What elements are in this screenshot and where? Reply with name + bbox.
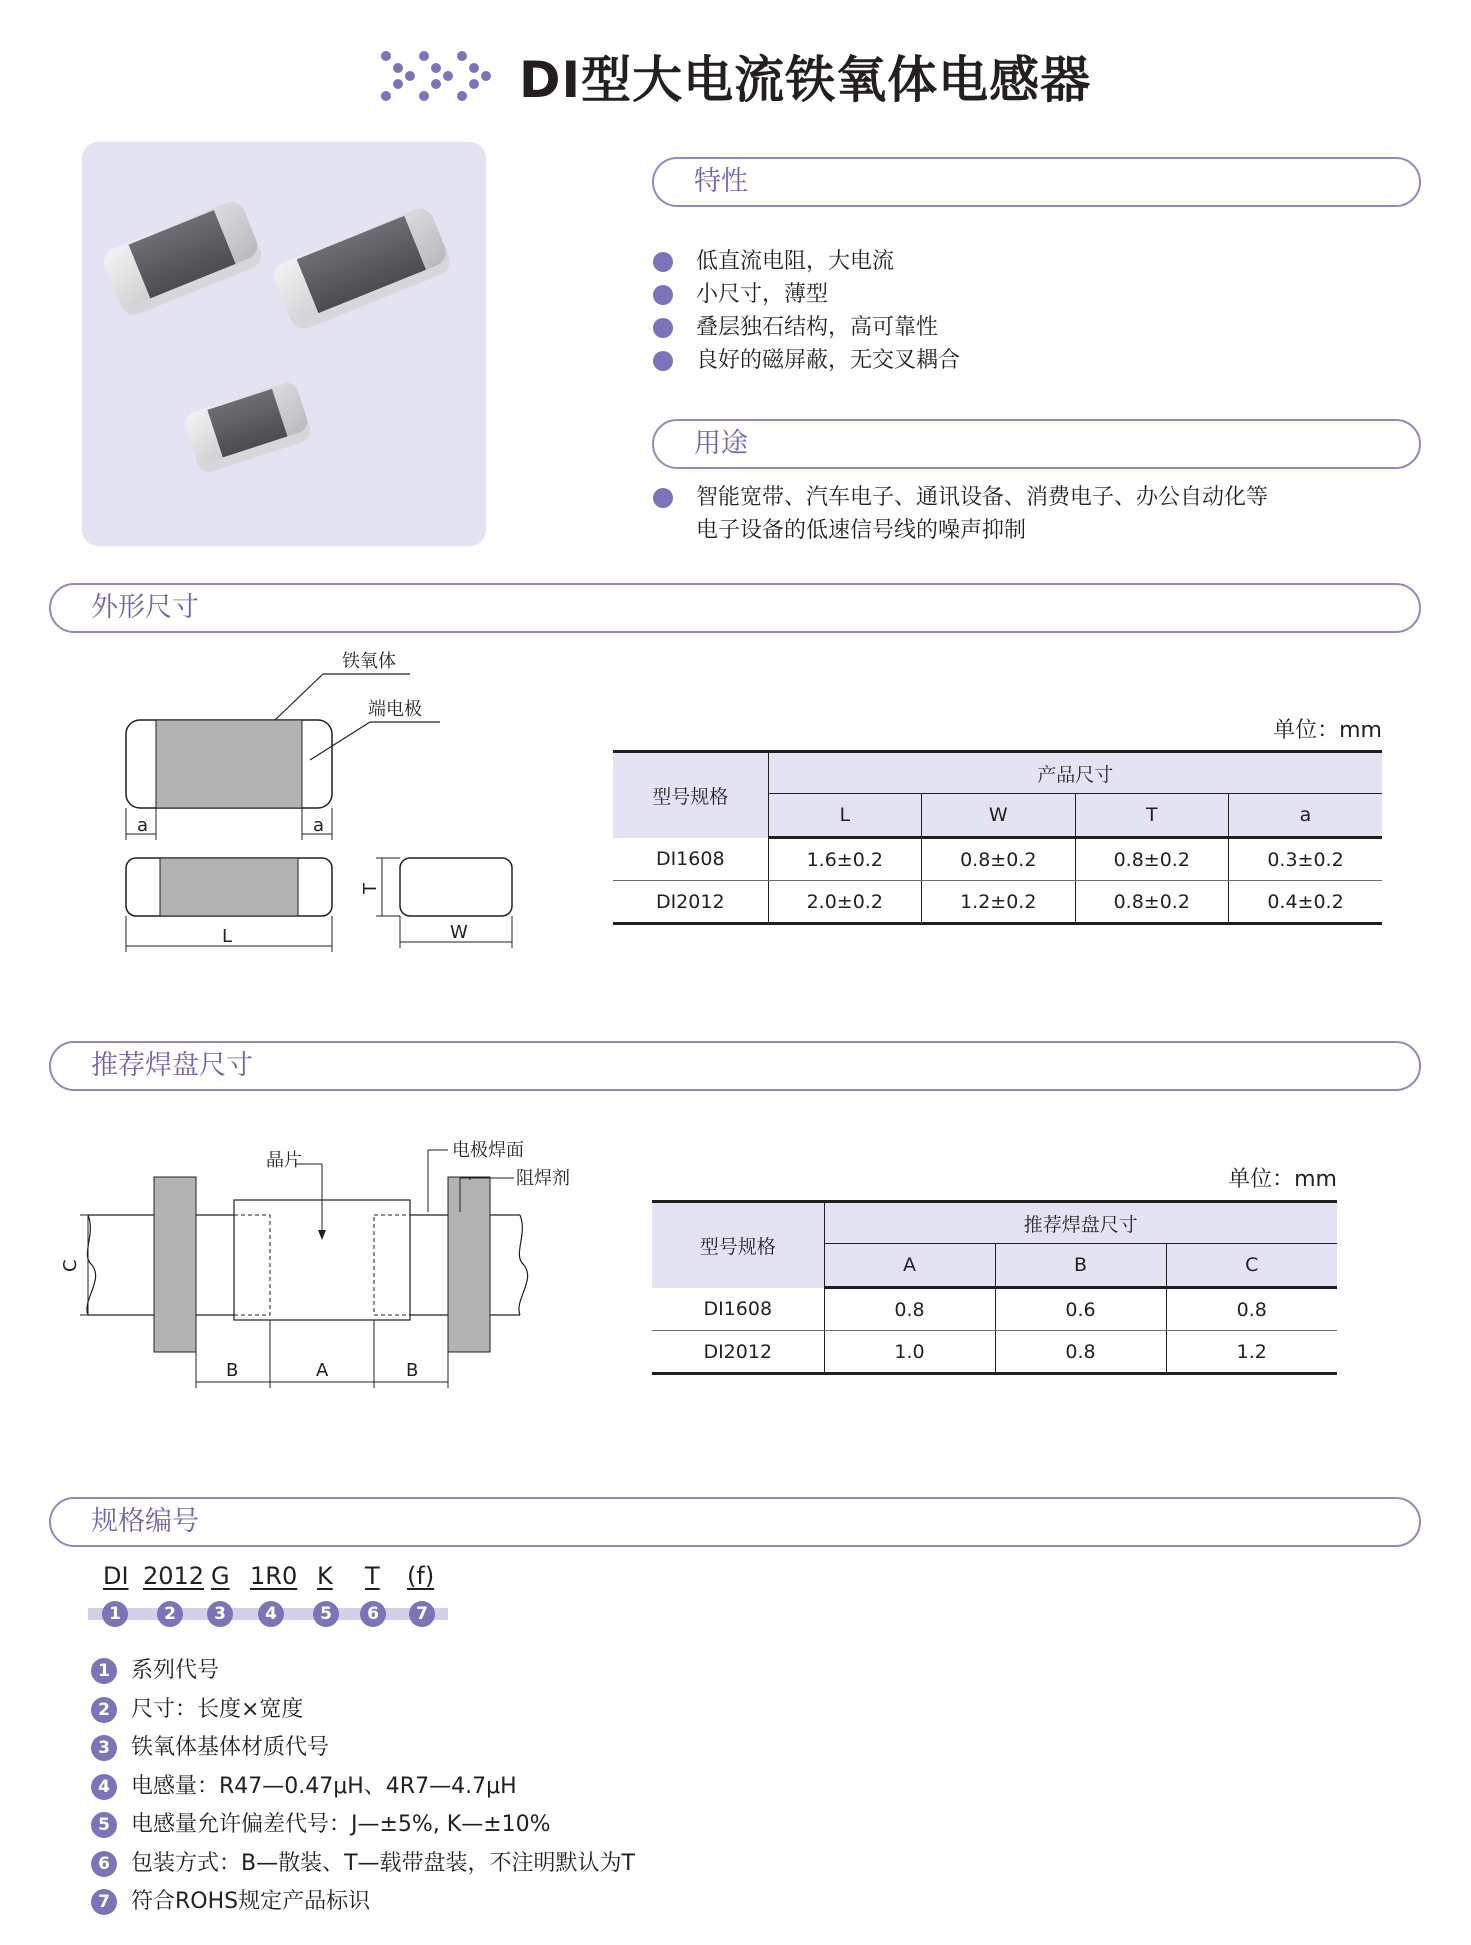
model-column-header: 型号规格 bbox=[613, 752, 768, 838]
column-header: B bbox=[995, 1244, 1166, 1288]
table-cell-model: DI2012 bbox=[652, 1331, 824, 1374]
definition-text: 符合ROHS规定产品标识 bbox=[131, 1889, 371, 1914]
index-badge: 3 bbox=[207, 1601, 233, 1627]
index-badge: 2 bbox=[91, 1697, 117, 1723]
table-cell: 0.8 bbox=[1166, 1288, 1337, 1331]
ferrite-label: 铁氧体 bbox=[342, 651, 396, 672]
table-row bbox=[613, 881, 1382, 924]
pn-segment: (f) bbox=[407, 1562, 435, 1590]
index-badge: 3 bbox=[91, 1735, 117, 1761]
chip-1 bbox=[100, 198, 265, 319]
chip-label: 晶片 bbox=[266, 1150, 302, 1171]
dim-L: L bbox=[222, 926, 233, 947]
chip-3 bbox=[182, 380, 313, 475]
definition-item bbox=[91, 1695, 891, 1734]
column-header: L bbox=[768, 794, 922, 838]
terminal-label: 端电极 bbox=[368, 699, 422, 720]
dim-C: C bbox=[60, 1259, 81, 1272]
part-number-header: 规格编号 bbox=[49, 1497, 1421, 1547]
definition-text: 包装方式：B—散装、T—载带盘装，不注明默认为T bbox=[131, 1850, 635, 1876]
definition-item bbox=[91, 1810, 891, 1849]
dim-a-right: a bbox=[313, 815, 325, 836]
column-header: C bbox=[1166, 1244, 1337, 1288]
table-cell: 0.8 bbox=[824, 1288, 995, 1331]
land-pattern-drawing bbox=[60, 1120, 600, 1400]
table-cell: 0.3±0.2 bbox=[1229, 838, 1383, 881]
table-cell: 0.6 bbox=[995, 1288, 1166, 1331]
table-cell: 0.8 bbox=[995, 1331, 1166, 1374]
feature-item: 叠层独石结构，高可靠性 bbox=[652, 311, 1412, 344]
definition-text: 电感量：R47—0.47μH、4R7—4.7μH bbox=[131, 1773, 517, 1799]
application-text: 智能宽带、汽车电子、通讯设备、消费电子、办公自动化等 电子设备的低速信号线的噪声抑制 bbox=[652, 481, 1412, 547]
part-number-indices bbox=[0, 1601, 500, 1629]
table-cell: 0.4±0.2 bbox=[1229, 881, 1383, 924]
table-row bbox=[613, 838, 1382, 881]
column-header: A bbox=[824, 1244, 995, 1288]
definition-item bbox=[91, 1656, 891, 1695]
index-badge: 7 bbox=[91, 1889, 117, 1915]
dimensions-table bbox=[613, 750, 1382, 925]
table-cell: 0.8±0.2 bbox=[922, 838, 1076, 881]
index-badge: 2 bbox=[157, 1601, 183, 1627]
index-badge: 6 bbox=[91, 1851, 117, 1877]
dimension-drawing bbox=[110, 640, 550, 960]
product-photo bbox=[82, 142, 486, 546]
table-cell: 0.8±0.2 bbox=[1075, 881, 1229, 924]
pn-segment: 1R0 bbox=[250, 1562, 298, 1590]
definition-item bbox=[91, 1887, 891, 1926]
table-cell-model: DI2012 bbox=[613, 881, 768, 924]
feature-item: 小尺寸，薄型 bbox=[652, 278, 1412, 311]
definition-item bbox=[91, 1849, 891, 1888]
feature-item: 良好的磁屏蔽，无交叉耦合 bbox=[652, 344, 1412, 377]
group-column-header: 推荐焊盘尺寸 bbox=[824, 1202, 1337, 1244]
index-badge: 7 bbox=[409, 1601, 435, 1627]
dim-W: W bbox=[450, 922, 468, 943]
table-cell: 1.2 bbox=[1166, 1331, 1337, 1374]
column-header: W bbox=[922, 794, 1076, 838]
chevron-dots-icon bbox=[380, 50, 492, 102]
dim-B-right: B bbox=[406, 1360, 419, 1381]
model-column-header: 型号规格 bbox=[652, 1202, 824, 1288]
part-number-example bbox=[0, 1562, 600, 1602]
pn-segment: DI bbox=[103, 1562, 129, 1590]
part-number-definitions bbox=[91, 1656, 891, 1926]
table-cell: 1.2±0.2 bbox=[922, 881, 1076, 924]
feature-item: 低直流电阻，大电流 bbox=[652, 245, 1412, 278]
electrode-label: 电极焊面 bbox=[452, 1140, 524, 1161]
solder-resist-label: 阻焊剂 bbox=[516, 1168, 570, 1189]
pn-segment: G bbox=[211, 1562, 230, 1590]
index-badge: 1 bbox=[91, 1658, 117, 1684]
dimensions-unit: 单位：mm bbox=[1273, 718, 1382, 743]
table-cell: 1.6±0.2 bbox=[768, 838, 922, 881]
table-cell: 2.0±0.2 bbox=[768, 881, 922, 924]
features-header: 特性 bbox=[652, 157, 1421, 207]
features-list bbox=[652, 245, 1412, 377]
pn-segment: K bbox=[317, 1562, 333, 1590]
definition-text: 铁氧体基体材质代号 bbox=[131, 1735, 330, 1760]
dim-T: T bbox=[360, 883, 381, 894]
definition-text: 电感量允许偏差代号：J—±5%, K—±10% bbox=[131, 1812, 551, 1837]
column-header: T bbox=[1075, 794, 1229, 838]
chip-2 bbox=[270, 204, 454, 333]
table-row bbox=[652, 1331, 1337, 1374]
index-badge: 5 bbox=[91, 1812, 117, 1838]
land-pattern-table bbox=[652, 1200, 1337, 1375]
page-title-row bbox=[0, 40, 1471, 110]
index-badge: 5 bbox=[313, 1601, 339, 1627]
table-cell: 1.0 bbox=[824, 1331, 995, 1374]
column-header: a bbox=[1229, 794, 1383, 838]
page-title: DI型大电流铁氧体电感器 bbox=[518, 51, 1092, 109]
table-cell-model: DI1608 bbox=[613, 838, 768, 881]
land-pattern-header: 推荐焊盘尺寸 bbox=[49, 1041, 1421, 1091]
table-row bbox=[652, 1288, 1337, 1331]
applications-list bbox=[652, 481, 1412, 547]
index-badge: 4 bbox=[258, 1601, 284, 1627]
applications-header: 用途 bbox=[652, 419, 1421, 469]
pn-segment: 2012 bbox=[143, 1562, 205, 1590]
land-pattern-unit: 单位：mm bbox=[1228, 1167, 1337, 1192]
definition-text: 尺寸：长度×宽度 bbox=[131, 1696, 304, 1722]
definition-text: 系列代号 bbox=[131, 1658, 220, 1683]
dim-a-left: a bbox=[137, 815, 149, 836]
dimensions-header: 外形尺寸 bbox=[49, 583, 1421, 633]
dim-A: A bbox=[316, 1360, 329, 1381]
index-badge: 4 bbox=[91, 1774, 117, 1800]
pn-segment: T bbox=[365, 1562, 380, 1590]
inductor-chips-illustration bbox=[82, 142, 486, 546]
definition-item bbox=[91, 1772, 891, 1811]
index-badge: 1 bbox=[102, 1601, 128, 1627]
table-cell-model: DI1608 bbox=[652, 1288, 824, 1331]
index-badge: 6 bbox=[360, 1601, 386, 1627]
dim-B-left: B bbox=[226, 1360, 239, 1381]
group-column-header: 产品尺寸 bbox=[768, 752, 1382, 794]
table-cell: 0.8±0.2 bbox=[1075, 838, 1229, 881]
definition-item bbox=[91, 1733, 891, 1772]
